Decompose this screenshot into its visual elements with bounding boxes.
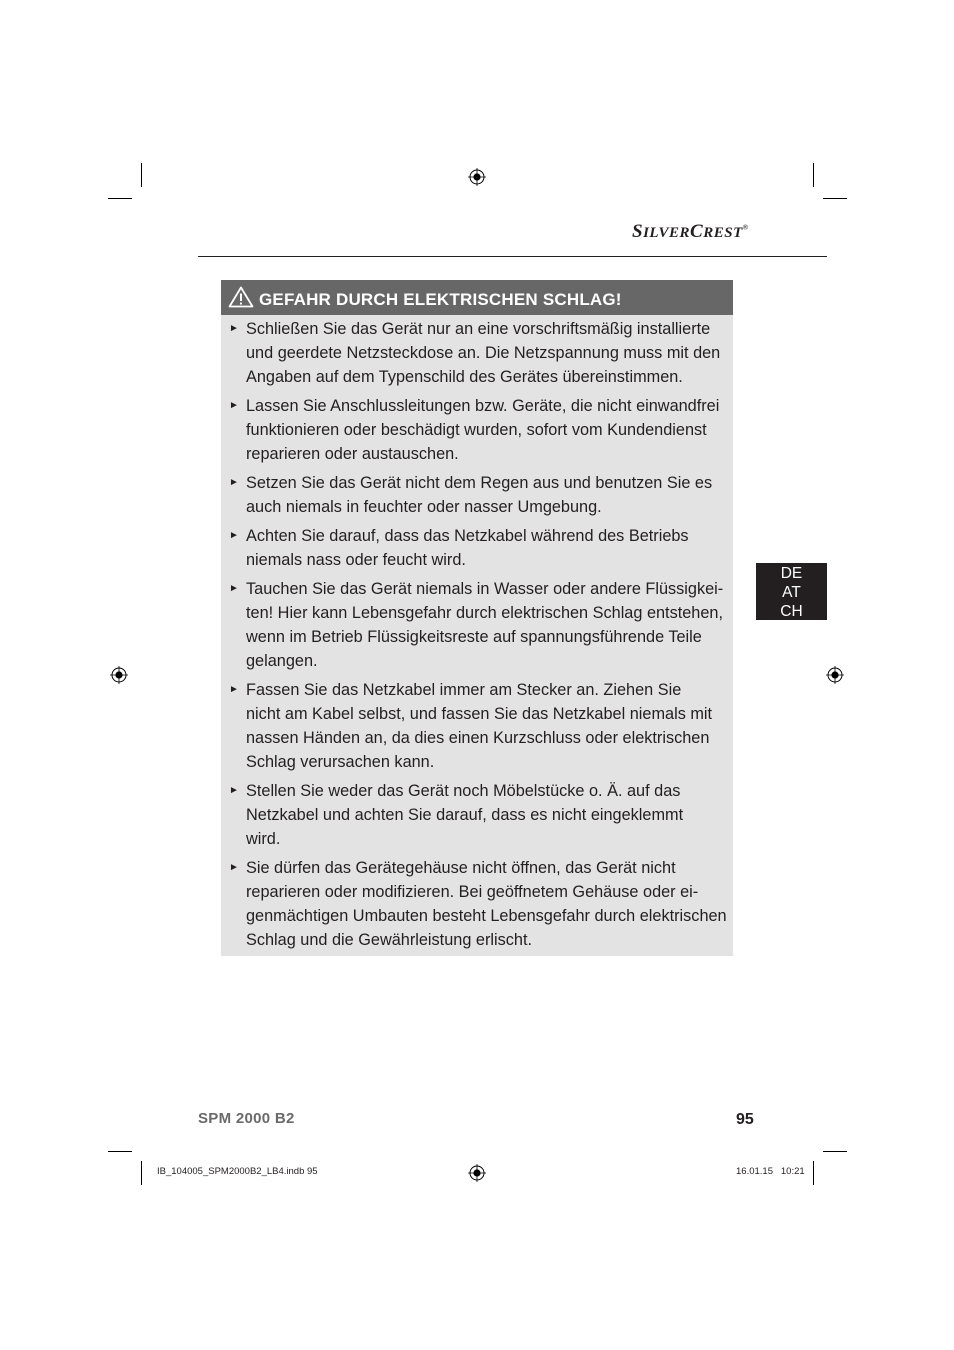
warning-item-text: wird. bbox=[246, 830, 281, 848]
warning-item-text: Setzen Sie das Gerät nicht dem Regen aus und benutzen Sie es bbox=[246, 474, 713, 492]
registration-mark-icon bbox=[468, 1164, 486, 1182]
header-rule bbox=[198, 256, 827, 257]
crop-mark bbox=[823, 1151, 847, 1152]
warning-item-text: Schließen Sie das Gerät nur an eine vorschriftsmäßig installierte bbox=[246, 320, 711, 338]
brand-logo: SILVERCREST® bbox=[632, 221, 749, 242]
warning-item-text: genmächtigen Umbauten besteht Lebensgefahr durch elektrischen bbox=[246, 907, 727, 925]
bullet-arrow-icon: ► bbox=[229, 785, 239, 796]
warning-item-text: reparieren oder austauschen. bbox=[246, 445, 459, 463]
bullet-arrow-icon: ► bbox=[229, 862, 239, 873]
warning-item-text: nassen Händen an, da dies einen Kurzschluss oder elektrischen bbox=[246, 729, 710, 747]
bullet-arrow-icon: ► bbox=[229, 477, 239, 488]
warning-item-text: ten! Hier kann Lebensgefahr durch elektrischen Schlag entstehen, bbox=[246, 604, 723, 622]
warning-list-item bbox=[221, 394, 733, 466]
crop-mark bbox=[813, 163, 814, 187]
registration-mark-icon bbox=[468, 168, 486, 186]
warning-item-text: niemals nass oder feucht wird. bbox=[246, 551, 466, 569]
warning-list-item bbox=[221, 524, 733, 572]
registration-mark-icon bbox=[110, 666, 128, 684]
crop-mark bbox=[141, 163, 142, 187]
bullet-arrow-icon: ► bbox=[229, 583, 239, 594]
warning-item-text: Schlag verursachen kann. bbox=[246, 753, 435, 771]
warning-item-text: gelangen. bbox=[246, 652, 318, 670]
warning-item-text: Achten Sie darauf, dass das Netzkabel während des Betriebs bbox=[246, 527, 689, 545]
language-code: CH bbox=[780, 603, 803, 620]
warning-item-text: Angaben auf dem Typenschild des Gerätes übereinstimmen. bbox=[246, 368, 683, 386]
warning-list-item bbox=[221, 471, 733, 519]
warning-box bbox=[221, 280, 733, 956]
warning-list-item bbox=[221, 779, 733, 851]
crop-mark bbox=[108, 1151, 132, 1152]
language-code: AT bbox=[782, 584, 801, 601]
warning-item-text: Fassen Sie das Netzkabel immer am Stecker an. Ziehen Sie bbox=[246, 681, 682, 699]
bullet-arrow-icon: ► bbox=[229, 323, 239, 334]
language-tab bbox=[756, 563, 827, 620]
bullet-arrow-icon: ► bbox=[229, 400, 239, 411]
page-number: 95 bbox=[736, 1111, 754, 1128]
warning-title: GEFAHR DURCH ELEKTRISCHEN SCHLAG! bbox=[259, 290, 622, 309]
warning-header bbox=[221, 280, 733, 315]
warning-list-item bbox=[221, 317, 733, 389]
warning-item-text: Netzkabel und achten Sie darauf, dass es nicht eingeklemmt bbox=[246, 806, 684, 824]
warning-item-text: reparieren oder modifizieren. Bei geöffnetem Gehäuse oder ei- bbox=[246, 883, 699, 901]
crop-mark bbox=[813, 1161, 814, 1185]
print-slug-file: IB_104005_SPM2000B2_LB4.indb 95 bbox=[157, 1166, 318, 1177]
bullet-arrow-icon: ► bbox=[229, 530, 239, 541]
warning-list bbox=[221, 317, 733, 957]
warning-item-text: wenn im Betrieb Flüssigkeitsreste auf spannungsführende Teile bbox=[246, 628, 702, 646]
print-slug-timestamp: 16.01.15 10:21 bbox=[736, 1166, 805, 1177]
registration-mark-icon bbox=[826, 666, 844, 684]
crop-mark bbox=[141, 1161, 142, 1185]
warning-item-text: Stellen Sie weder das Gerät noch Möbelstücke o. Ä. auf das bbox=[246, 782, 681, 800]
warning-item-text: Schlag und die Gewährleistung erlischt. bbox=[246, 931, 532, 949]
warning-item-text: nicht am Kabel selbst, und fassen Sie das Netzkabel niemals mit bbox=[246, 705, 713, 723]
warning-item-text: Lassen Sie Anschlussleitungen bzw. Geräte, die nicht einwandfrei bbox=[246, 397, 720, 415]
warning-list-item bbox=[221, 678, 733, 774]
warning-triangle-icon bbox=[228, 286, 254, 308]
crop-mark bbox=[823, 198, 847, 199]
warning-list-item bbox=[221, 856, 733, 952]
warning-item-text: auch niemals in feuchter oder nasser Umgebung. bbox=[246, 498, 602, 516]
warning-item-text: Tauchen Sie das Gerät niemals in Wasser oder andere Flüssigkei- bbox=[246, 580, 724, 598]
bullet-arrow-icon: ► bbox=[229, 684, 239, 695]
crop-mark bbox=[108, 198, 132, 199]
warning-item-text: Sie dürfen das Gerätegehäuse nicht öffnen, das Gerät nicht bbox=[246, 859, 676, 877]
warning-item-text: funktionieren oder beschädigt wurden, sofort vom Kundendienst bbox=[246, 421, 707, 439]
warning-item-text: und geerdete Netzsteckdose an. Die Netzspannung muss mit den bbox=[246, 344, 721, 362]
language-code: DE bbox=[780, 565, 803, 582]
model-number: SPM 2000 B2 bbox=[198, 1110, 295, 1127]
warning-list-item bbox=[221, 577, 733, 673]
